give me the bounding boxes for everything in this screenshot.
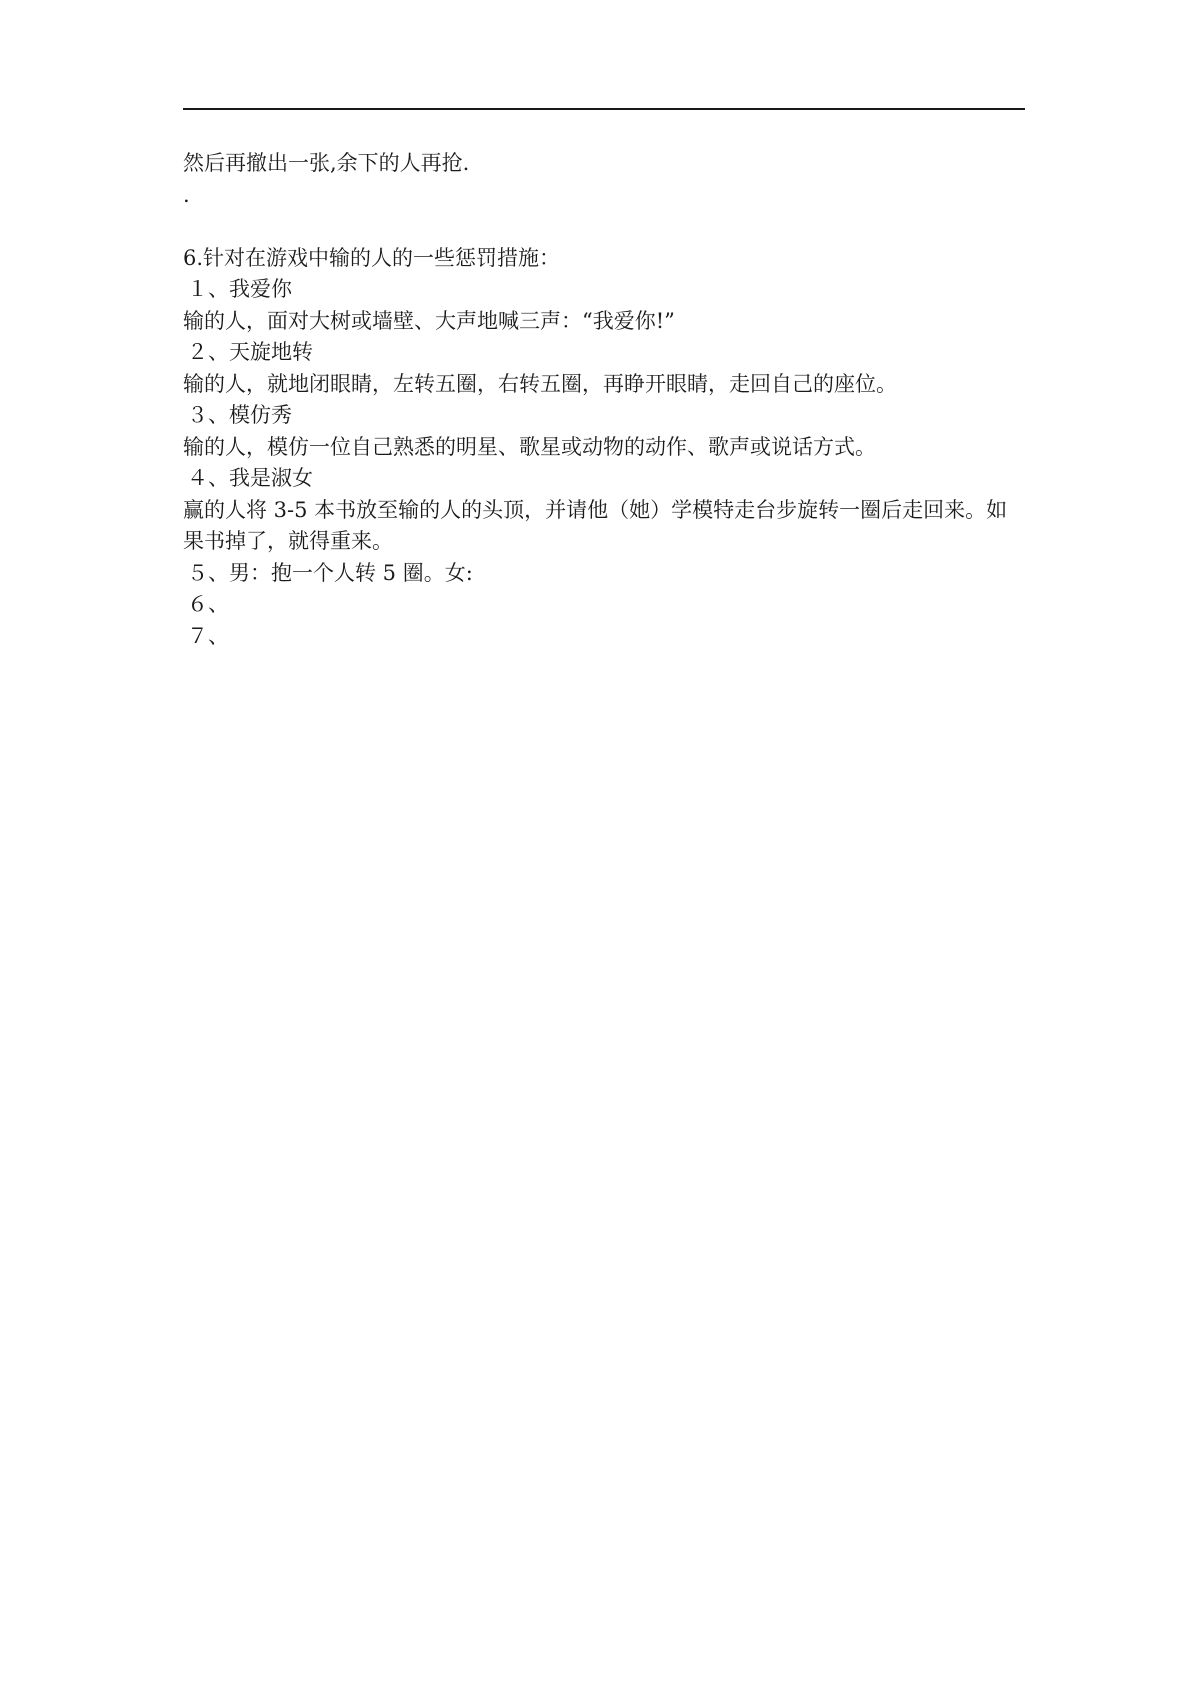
item-body: 赢的人将 3-5 本书放至输的人的头顶，并请他（她）学模特走台步旋转一圈后走回来。如果书掉了，就得重来。 [183, 497, 1008, 553]
item-title: ４、我是淑女 [187, 466, 313, 490]
blank-line [183, 211, 1025, 243]
document-body [183, 148, 1025, 652]
item-body: 输的人，就地闭眼睛，左转五圈，右转五圈，再睁开眼睛，走回自己的座位。 [183, 371, 897, 396]
section-heading: 6.针对在游戏中输的人的一些惩罚措施： [183, 245, 561, 270]
item-title: １、我爱你 [187, 277, 292, 301]
item-title: ７、 [187, 623, 229, 648]
item-body: 输的人，面对大树或墙壁、大声地喊三声：“我爱你!” [183, 308, 675, 333]
item-title: ３、模仿秀 [187, 403, 292, 427]
item-title: ６、 [187, 592, 229, 616]
header-rule [183, 108, 1025, 110]
item-body: 输的人，模仿一位自己熟悉的明星、歌星或动物的动作、歌声或说话方式。 [183, 434, 876, 459]
item-title: ５、男：抱一个人转 5 圈。女: [187, 560, 473, 585]
paragraph-line: . [183, 182, 190, 207]
paragraph-line: 然后再撤出一张,余下的人再抢. [183, 151, 470, 175]
item-title: ２、天旋地转 [187, 340, 313, 364]
